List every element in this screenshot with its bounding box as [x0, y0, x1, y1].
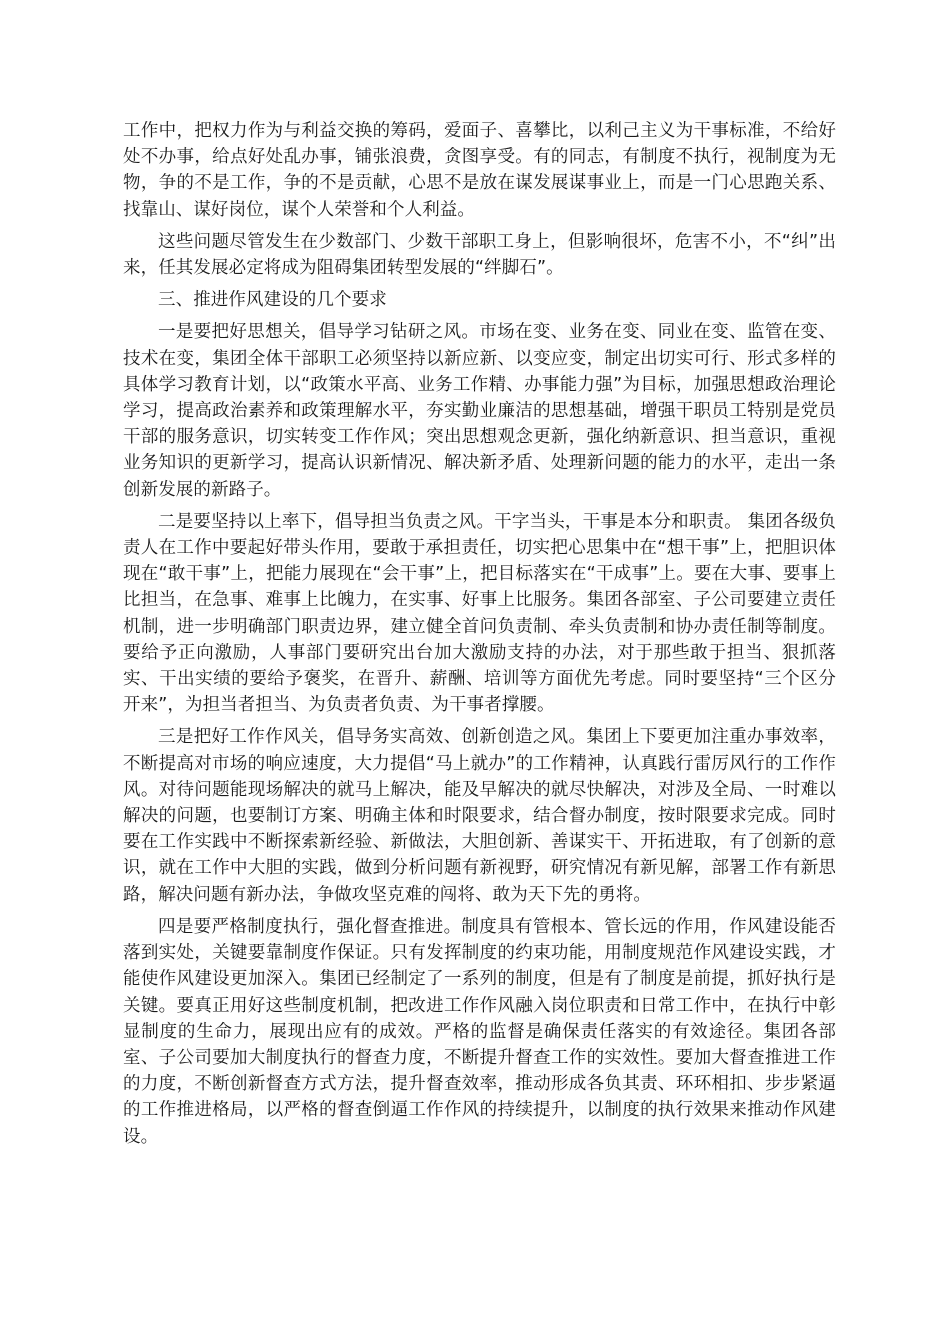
- paragraph-problems-summary: 这些问题尽管发生在少数部门、少数干部职工身上，但影响很坏，危害不小，不“纠”出来，任其发展必定将成为阻碍集团转型发展的“绊脚石”。: [123, 231, 836, 279]
- paragraph-requirement-4: 四是要严格制度执行，强化督查推进。制度具有管根本、管长远的作用，作风建设能否落到实处，关键要靠制度作保证。只有发挥制度的约束功能，用制度规范作风建设实践，才能使作风建设更加深入。集团已经制定了一系列的制度，但是有了制度是前提，抓好执行是关键。要真正用好这些制度机制，把改进工作作风融入岗位职责和日常工作中，在执行中彰显制度的生命力，展现出应有的成效。严格的监督是确保责任落实的有效途径。集团各部室、子公司要加大制度执行的督查力度，不断提升督查工作的实效性。要加大督查推进工作的力度，不断创新督查方式方法，提升督查效率，推动形成各负其责、环环相扣、步步紧逼的工作推进格局，以严格的督查倒逼工作作风的持续提升，以制度的执行效果来推动作风建设。: [123, 916, 836, 1147]
- document-page: [123, 118, 836, 1156]
- section-heading: 三、推进作风建设的几个要求: [158, 290, 387, 311]
- paragraph-requirement-2: 二是要坚持以上率下，倡导担当负责之风。干字当头，干事是本分和职责。 集团各级负责人在工作中要起好带头作用，要敢于承担责任，切实把心思集中在“想干事”上，把胆识体现在“敢干事”上，把能力展现在“会干事”上，把目标落实在“干成事”上。要在大事、要事上比担当，在急事、难事上比魄力，在实事、好事上比服务。集团各部室、子公司要建立责任机制，进一步明确部门职责边界，建立健全首问负责制、牵头负责制和协办责任制等制度。要给予正向激励，人事部门要研究出台加大激励支持的办法，对于那些敢于担当、狠抓落实、干出实绩的要给予褒奖，在晋升、薪酬、培训等方面优先考虑。同时要坚持“三个区分开来”，为担当者担当、为负责者负责、为干事者撑腰。: [123, 511, 836, 716]
- paragraph-requirement-1: 一是要把好思想关，倡导学习钻研之风。市场在变、业务在变、同业在变、监管在变、技术在变，集团全体干部职工必须坚持以新应新、以变应变，制定出切实可行、形式多样的具体学习教育计划，以“政策水平高、业务工作精、办事能力强”为目标，加强思想政治理论学习，提高政治素养和政策理解水平，夯实勤业廉洁的思想基础，增强干职员工特别是党员干部的服务意识，切实转变工作作风；突出思想观念更新，强化纳新意识、担当意识，重视业务知识的更新学习，提高认识新情况、解决新矛盾、处理新问题的能力的水平，走出一条创新发展的新路子。: [123, 322, 836, 500]
- paragraph-requirement-3: 三是把好工作作风关，倡导务实高效、创新创造之风。集团上下要更加注重办事效率，不断提高对市场的响应速度，大力提倡“马上就办”的工作精神，认真践行雷厉风行的工作作风。对待问题能现场解决的就马上解决，能及早解决的就尽快解决，对涉及全局、一时难以解决的问题，也要制订方案、明确主体和时限要求，结合督办制度，按时限要求完成。同时要在工作实践中不断探索新经验、新做法，大胆创新、善谋实干、开拓进取，有了创新的意识，就在工作中大胆的实践，做到分析问题有新视野，研究情况有新见解，部署工作有新思路，解决问题有新办法，争做攻坚克难的闯将、敢为天下先的勇将。: [123, 727, 836, 905]
- paragraph-continued: 工作中，把权力作为与利益交换的筹码，爱面子、喜攀比，以利己主义为干事标准，不给好处不办事，给点好处乱办事，铺张浪费，贪图享受。有的同志，有制度不执行，视制度为无物，争的不是工作，争的不是贡献，心思不是放在谋发展谋事业上，而是一门心思跑关系、找靠山、谋好岗位，谋个人荣誉和个人利益。: [123, 121, 836, 220]
